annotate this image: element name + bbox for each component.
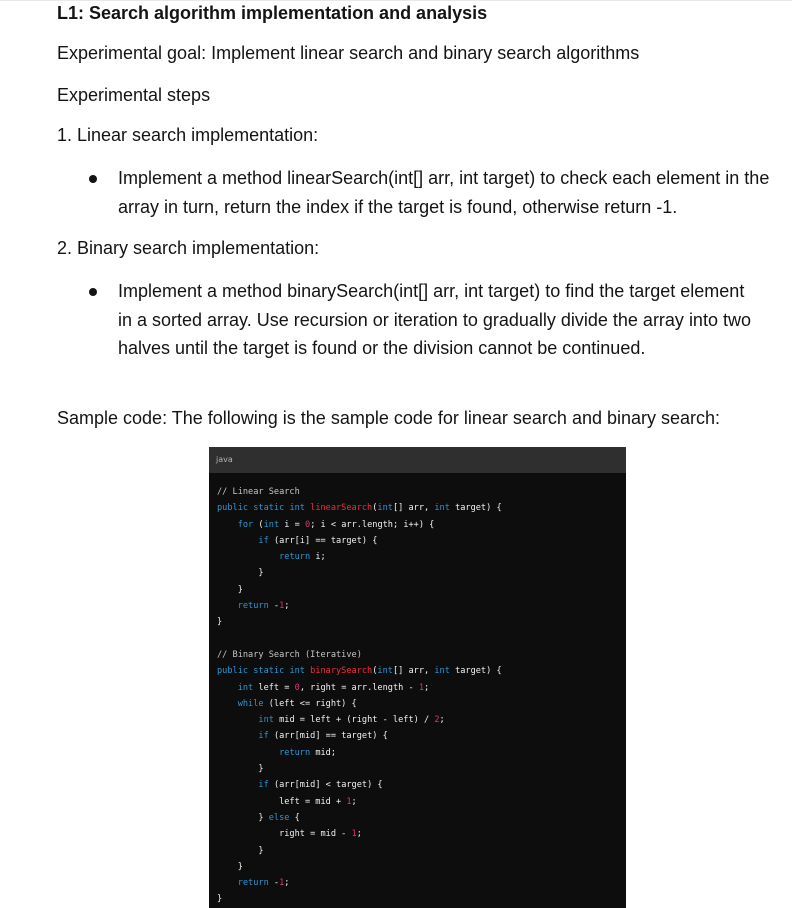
code-token: if [258,780,274,791]
code-token: binarySearch [310,666,373,677]
code-token: while [237,698,269,709]
code-token: int [289,666,311,677]
code-token: int [289,503,311,514]
code-token: int [434,666,456,677]
code-token: ; [424,682,430,693]
code-token: if [258,535,274,546]
code-token [217,520,238,530]
code-token [217,715,258,725]
code-token: 2 [434,715,440,726]
code-line [217,500,502,516]
code-token: [] arr, [392,503,435,514]
code-token: 0 [305,519,311,530]
code-token: ; [356,829,362,840]
code-token: 0 [294,682,300,693]
code-token: // Binary Search (Iterative) [217,649,362,660]
code-token: } [217,764,264,775]
page-top-border [0,0,792,1]
code-token: public static [217,666,290,677]
step2-heading: 2. Binary search implementation: [57,238,320,258]
step1-bullet-text: Implement a method linearSearch(int[] arr, int target) to check each element in the array in turn, return the index if the target is found, otherwise return -1. [118,168,770,217]
code-token: mid = left + (right - left) / [279,715,435,726]
code-token: ; [351,796,357,807]
code-token: } [217,861,243,872]
code-token: int [434,503,456,514]
code-line [217,549,502,565]
code-line [217,728,502,744]
code-line [217,582,502,598]
code-token: target) { [455,503,502,514]
page-title: L1: Search algorithm implementation and analysis [57,3,488,23]
code-token: (arr[i] == target) { [273,535,378,546]
code-token: } [217,812,269,823]
code-line [217,777,502,793]
code-token: 1 [279,878,285,889]
code-language-label: java [209,447,626,473]
code-token: int [258,715,280,726]
bullet-dot-icon [82,167,118,221]
sample-code-intro: Sample code: The following is the sample code for linear search and binary search: [57,408,721,428]
code-token [217,878,238,888]
code-token: (arr[mid] == target) { [273,731,388,742]
code-token: linearSearch [310,503,373,514]
code-line [217,680,502,696]
code-token: (left <= right) { [268,698,357,709]
code-token: [] arr, [392,666,435,677]
code-token: int [237,682,259,693]
code-token: left = mid + [217,796,347,807]
code-line [217,484,502,500]
code-line [217,761,502,777]
code-token: ( [372,503,378,514]
code-token: } [217,617,223,628]
code-token: ; [439,715,445,726]
code-token: return [279,552,316,563]
code-line [217,810,502,826]
code-token [217,601,238,611]
code-token: // Linear Search [217,487,300,497]
code-line [217,598,502,614]
code-token: return [237,878,274,889]
code-token: mid; [315,747,337,758]
code-token: ( [372,666,378,677]
code-block [209,447,626,908]
code-token: { [294,812,300,823]
code-line [217,859,502,875]
code-line [217,826,502,842]
code-line [217,875,502,891]
step1-bullet [82,167,782,221]
code-line [217,843,502,859]
code-line [217,696,502,712]
code-line [217,745,502,761]
code-token: i = [284,519,305,530]
code-token [217,699,238,709]
code-line [217,565,502,581]
code-token: 1 [346,796,352,807]
code-token: public static [217,503,290,514]
code-token: right = mid - [217,829,352,840]
bullet-dot-icon [82,280,118,363]
code-token: - [273,878,280,889]
code-line [217,647,502,663]
code-token: int [377,503,393,514]
code-token [217,731,258,741]
code-token: target) { [455,666,502,677]
code-token: } [217,584,243,595]
code-token: int [263,519,285,530]
code-token: - [273,601,280,612]
code-token: if [258,731,274,742]
code-token: ; [284,601,290,612]
code-token: ; [284,878,290,889]
code-line [217,663,502,679]
code-token: } [217,568,264,579]
code-line [217,891,502,907]
code-token: int [377,666,393,677]
code-line [217,517,502,533]
step2-bullet [82,280,782,363]
code-token: return [279,747,316,758]
code-token: i; [315,552,326,563]
code-token: 1 [418,682,424,693]
code-token: , right = arr.length - [299,682,419,693]
code-token [217,780,258,790]
code-token [217,536,258,546]
code-token: 1 [351,829,357,840]
step1-heading: 1. Linear search implementation: [57,125,319,145]
code-line [217,794,502,810]
code-line [217,631,502,647]
code-line [217,533,502,549]
code-token [217,748,279,758]
code-token: return [237,601,274,612]
step2-bullet-text: Implement a method binarySearch(int[] arr, int target) to find the target element in a sorted array. Use recursion or iteration to gradually divide the array into two halves until the target is found or the division cannot be continued. [118,281,751,358]
code-token: ; i < arr.length; i++) { [310,519,435,530]
goal-paragraph: Experimental goal: Implement linear search and binary search algorithms [57,43,640,63]
steps-heading: Experimental steps [57,85,211,105]
code-content [217,484,502,908]
code-token: for [237,519,259,530]
code-token: (arr[mid] < target) { [273,780,383,791]
code-token: else [268,812,295,823]
code-token [217,683,238,693]
code-line [217,712,502,728]
code-token [217,552,279,562]
code-token: } [217,894,223,905]
code-token: } [217,845,264,856]
code-token: left = [258,682,295,693]
code-token: ( [258,519,264,530]
code-line [217,614,502,630]
code-token: 1 [279,601,285,612]
